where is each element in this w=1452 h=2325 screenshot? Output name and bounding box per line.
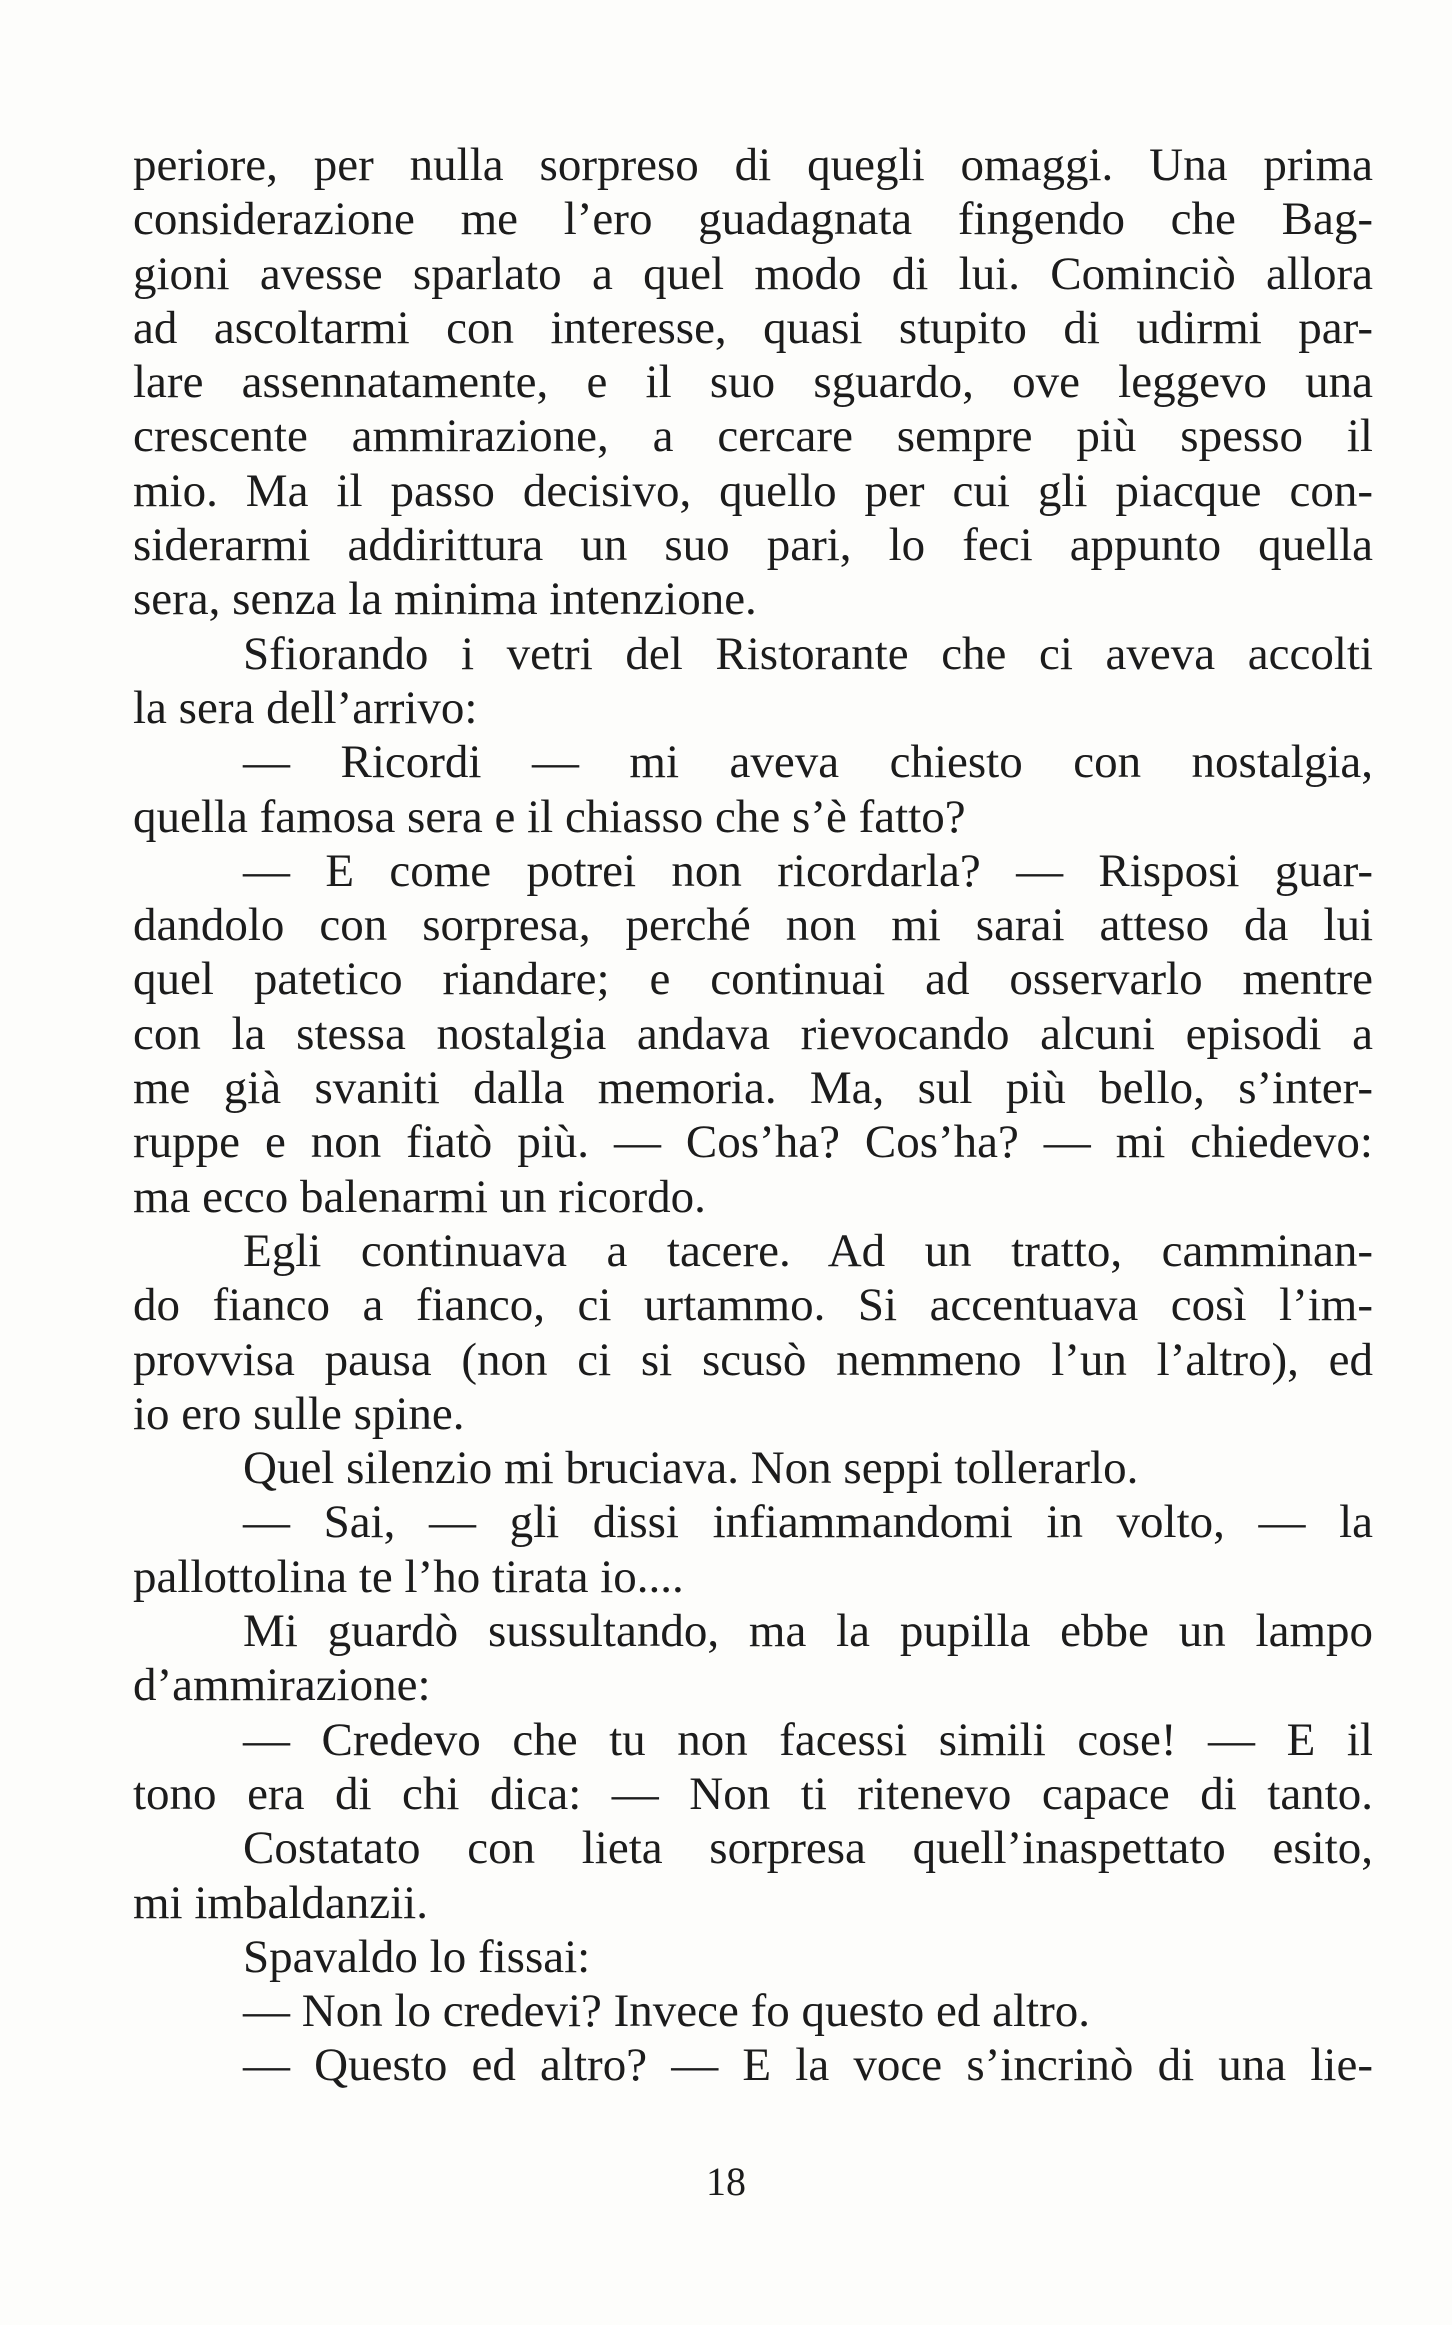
text-line: pallottolina te l’ho tirata io....	[133, 1550, 684, 1603]
text-line: dandolo con sorpresa, perché non mi sarai atteso da lui	[133, 899, 1373, 952]
text-line: — Ricordi — mi aveva chiesto con nostalgia,	[243, 736, 1373, 789]
text-line: — Non lo credevi? Invece fo questo ed altro.	[243, 1985, 1090, 2038]
text-line: con la stessa nostalgia andava rievocando alcuni episodi a	[133, 1007, 1373, 1060]
text-line: mi imbaldanzii.	[133, 1876, 428, 1929]
text-line: Egli continuava a tacere. Ad un tratto, camminan-	[243, 1224, 1373, 1277]
text-line: ma ecco balenarmi un ricordo.	[133, 1170, 706, 1223]
text-line: Quel silenzio mi bruciava. Non seppi tollerarlo.	[243, 1442, 1139, 1495]
text-line: Mi guardò sussultando, ma la pupilla ebbe un lampo	[243, 1605, 1373, 1658]
text-line: io ero sulle spine.	[133, 1387, 465, 1440]
text-line: me già svaniti dalla memoria. Ma, sul più bello, s’inter-	[133, 1062, 1373, 1115]
text-line: — Credevo che tu non facessi simili cose! — E il	[243, 1713, 1373, 1766]
text-line: provvisa pausa (non ci si scusò nemmeno l’un l’altro), ed	[133, 1333, 1373, 1386]
page-number: 18	[706, 2159, 746, 2204]
text-line: gioni avesse sparlato a quel modo di lui. Cominciò allora	[133, 247, 1373, 300]
text-line: Costatato con lieta sorpresa quell’inaspettato esito,	[243, 1822, 1373, 1875]
text-line: sera, senza la minima intenzione.	[133, 573, 757, 626]
text-line: la sera dell’arrivo:	[133, 681, 478, 734]
text-line: crescente ammirazione, a cercare sempre più spesso il	[133, 410, 1373, 463]
text-line: — Sai, — gli dissi infiammandomi in volto, — la	[243, 1496, 1373, 1549]
text-line: ruppe e non fiatò più. — Cos’ha? Cos’ha? — mi chiedevo:	[133, 1116, 1373, 1169]
text-line: ad ascoltarmi con interesse, quasi stupito di udirmi par-	[133, 301, 1373, 354]
text-line: periore, per nulla sorpreso di quegli omaggi. Una prima	[133, 139, 1373, 191]
text-line: considerazione me l’ero guadagnata fingendo che Bag-	[133, 193, 1373, 246]
text-line: d’ammirazione:	[133, 1659, 431, 1712]
text-line: — E come potrei non ricordarla? — Risposi guar-	[243, 844, 1373, 897]
text-line: quella famosa sera e il chiasso che s’è fatto?	[133, 790, 966, 843]
text-line: Spavaldo lo fissai:	[243, 1930, 591, 1983]
text-line: — Questo ed altro? — E la voce s’incrinò di una lie-	[243, 2039, 1373, 2092]
text-line: quel patetico riandare; e continuai ad osservarlo mentre	[133, 953, 1373, 1006]
text-line: mio. Ma il passo decisivo, quello per cui gli piacque con-	[133, 464, 1373, 517]
text-line: tono era di chi dica: — Non ti ritenevo capace di tanto.	[133, 1767, 1373, 1820]
text-line: lare assennatamente, e il suo sguardo, ove leggevo una	[133, 356, 1373, 409]
text-line: do fianco a fianco, ci urtammo. Si accentuava così l’im-	[133, 1279, 1373, 1332]
text-line: Sfiorando i vetri del Ristorante che ci aveva accolti	[243, 627, 1373, 680]
body-text	[133, 138, 1373, 2093]
text-line: siderarmi addirittura un suo pari, lo feci appunto quella	[133, 519, 1373, 572]
